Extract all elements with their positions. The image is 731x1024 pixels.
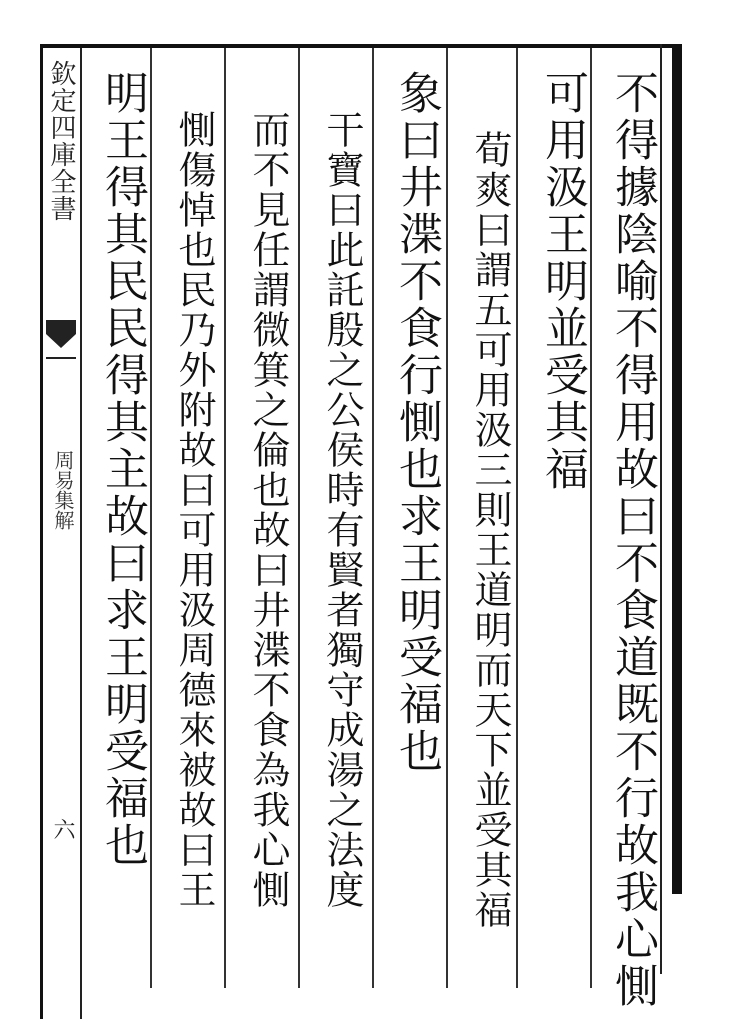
text-column: 不得據陰喻不得用故曰不食道既不行故我心惻 bbox=[607, 70, 658, 1010]
right-border bbox=[672, 44, 682, 894]
fish-tail-mark-icon bbox=[44, 318, 78, 364]
page-number: 六 bbox=[50, 818, 75, 840]
book-title: 周易集解 bbox=[51, 450, 75, 530]
text-column: 象曰井渫不食行惻也求王明受福也 bbox=[391, 70, 442, 775]
text-column: 惻傷悼也民乃外附故曰可用汲周德來被故曰王 bbox=[172, 110, 216, 910]
text-column: 明王得其民民得其主故曰求王明受福也 bbox=[97, 70, 148, 869]
top-border bbox=[42, 44, 682, 48]
text-column: 荀爽曰謂五可用汲三則王道明而天下並受其福 bbox=[468, 130, 512, 930]
text-column: 干寶曰此託殷之公侯時有賢者獨守成湯之法度 bbox=[320, 110, 364, 910]
collection-title: 欽定四庫全書 bbox=[46, 60, 76, 222]
text-column: 而不見任謂微箕之倫也故曰井渫不食為我心惻 bbox=[246, 110, 290, 910]
margin-divider bbox=[80, 48, 82, 1019]
text-column: 可用汲王明並受其福 bbox=[537, 70, 588, 493]
